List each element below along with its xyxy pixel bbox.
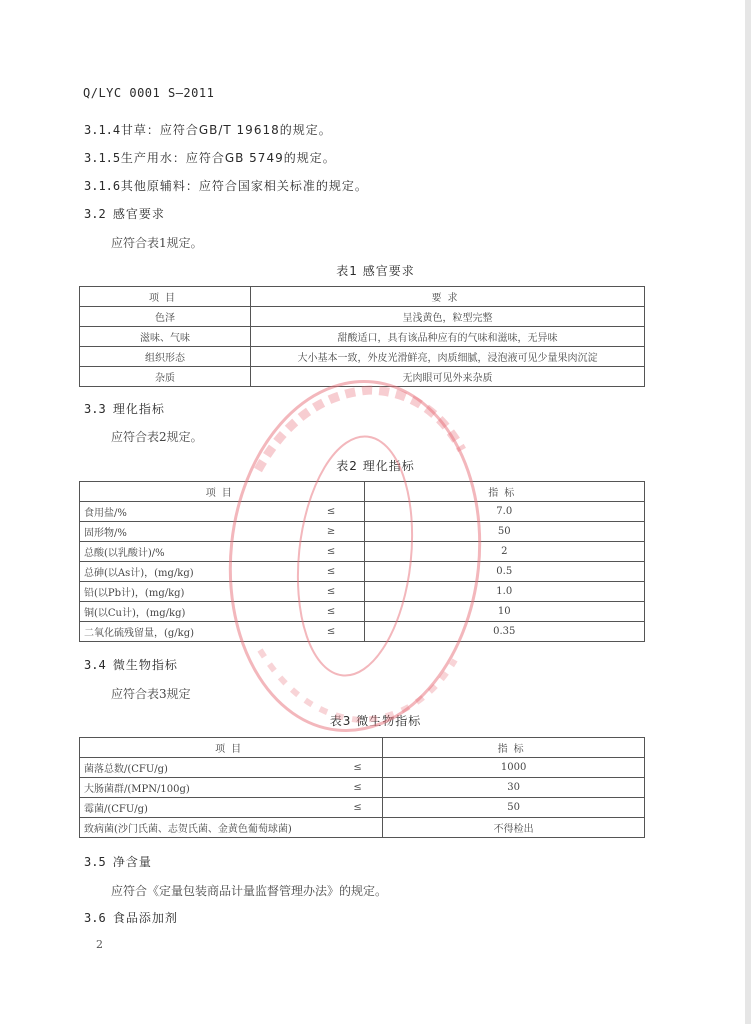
item-cell: 杂质: [80, 367, 251, 387]
table-header-row: [80, 738, 645, 758]
item-cell: 食用盐/%: [80, 502, 299, 522]
value-cell: 1.0: [364, 582, 644, 602]
physicochemical-table: [79, 481, 645, 642]
section-number: 3.6: [84, 911, 106, 925]
section-3-4-heading: [84, 656, 178, 673]
item-cell: 致病菌(沙门氏菌、志贺氏菌、金黄色葡萄球菌): [80, 818, 334, 838]
operator-cell: ≤: [333, 758, 383, 778]
section-number: 3.5: [84, 855, 106, 869]
header-requirement: 要求: [251, 287, 645, 307]
table-row: [80, 818, 645, 838]
clause-number: 3.1.5: [84, 151, 121, 165]
section-title: 食品添加剂: [112, 911, 178, 925]
item-cell: 大肠菌群/(MPN/100g): [80, 778, 334, 798]
operator-cell: ≤: [299, 562, 364, 582]
clause-text: 甘草：应符合GB/T 19618的规定。: [120, 123, 332, 137]
operator-cell: ≤: [333, 778, 383, 798]
section-3-3-heading: [84, 400, 165, 417]
table-row: [80, 367, 645, 387]
table-row: [80, 562, 645, 582]
table-header-row: [80, 287, 645, 307]
item-cell: 滋味、气味: [80, 327, 251, 347]
clause-3-1-5: [84, 149, 336, 166]
requirement-cell: 大小基本一致，外皮光滑鲜亮，肉质细腻，浸泡液可见少量果肉沉淀: [251, 347, 645, 367]
clause-3-1-6: [84, 177, 368, 194]
operator-cell: ≤: [299, 502, 364, 522]
item-cell: 铅(以Pb计)，(mg/kg): [80, 582, 299, 602]
value-cell: 7.0: [364, 502, 644, 522]
section-3-3-body: 应符合表2规定。: [111, 430, 203, 444]
section-title: 微生物指标: [112, 658, 178, 672]
section-title: 净含量: [112, 855, 152, 869]
operator-cell: ≤: [333, 798, 383, 818]
requirement-cell: 无肉眼可见外来杂质: [251, 367, 645, 387]
table-row: [80, 542, 645, 562]
table-header-row: [80, 482, 645, 502]
microbiology-table: [79, 737, 645, 838]
section-title: 理化指标: [112, 402, 165, 416]
table-row: [80, 522, 645, 542]
item-cell: 固形物/%: [80, 522, 299, 542]
scan-edge: [745, 0, 751, 1024]
value-cell: 0.5: [364, 562, 644, 582]
table-3-caption: 表3 微生物指标: [329, 714, 422, 728]
value-cell: 2: [364, 542, 644, 562]
header-item: 项目: [80, 482, 365, 502]
table-row: [80, 582, 645, 602]
section-3-6-heading: [84, 909, 178, 926]
section-3-5-heading: [84, 853, 152, 870]
header-index: 指标: [383, 738, 645, 758]
requirement-cell: 呈浅黄色，粒型完整: [251, 307, 645, 327]
table-row: [80, 758, 645, 778]
section-3-4-body: 应符合表3规定: [111, 687, 191, 701]
item-cell: 色泽: [80, 307, 251, 327]
section-3-2-heading: [84, 205, 165, 222]
standard-code: Q/LYC 0001 S—2011: [83, 86, 215, 100]
clause-number: 3.1.4: [84, 123, 121, 137]
value-cell: 30: [383, 778, 645, 798]
table-1-caption: 表1 感官要求: [336, 264, 415, 278]
item-cell: 二氧化硫残留量，(g/kg): [80, 622, 299, 642]
section-number: 3.4: [84, 658, 106, 672]
sensory-table: [79, 286, 645, 387]
page-number: 2: [96, 938, 103, 951]
value-cell: 10: [364, 602, 644, 622]
header-index: 指标: [364, 482, 644, 502]
table-2-caption: 表2 理化指标: [336, 459, 415, 473]
item-cell: 总砷(以As计)，(mg/kg): [80, 562, 299, 582]
section-number: 3.3: [84, 402, 106, 416]
value-cell: 不得检出: [383, 818, 645, 838]
table-row: [80, 327, 645, 347]
table-row: [80, 798, 645, 818]
section-3-2-body: 应符合表1规定。: [111, 236, 203, 250]
item-cell: 霉菌/(CFU/g): [80, 798, 334, 818]
table-row: [80, 622, 645, 642]
clause-text: 生产用水：应符合GB 5749的规定。: [120, 151, 336, 165]
operator-cell: ≤: [299, 582, 364, 602]
clause-3-1-4: [84, 121, 332, 138]
table-row: [80, 347, 645, 367]
header-item: 项目: [80, 738, 383, 758]
section-3-5-body: 应符合《定量包装商品计量监督管理办法》的规定。: [111, 884, 388, 898]
item-cell: 组织形态: [80, 347, 251, 367]
value-cell: 0.35: [364, 622, 644, 642]
table-row: [80, 778, 645, 798]
operator-cell: ≤: [299, 622, 364, 642]
table-row: [80, 307, 645, 327]
value-cell: 50: [383, 798, 645, 818]
header-item: 项目: [80, 287, 251, 307]
item-cell: 菌落总数/(CFU/g): [80, 758, 334, 778]
requirement-cell: 甜酸适口，具有该品种应有的气味和滋味，无异味: [251, 327, 645, 347]
operator-cell: ≤: [299, 602, 364, 622]
seal-bottom-arc: [260, 650, 455, 720]
section-title: 感官要求: [112, 207, 165, 221]
clause-text: 其他原辅料：应符合国家相关标准的规定。: [120, 179, 368, 193]
operator-cell: ≤: [299, 542, 364, 562]
section-number: 3.2: [84, 207, 106, 221]
item-cell: 铜(以Cu计)，(mg/kg): [80, 602, 299, 622]
value-cell: 50: [364, 522, 644, 542]
operator-cell: ≥: [299, 522, 364, 542]
table-row: [80, 602, 645, 622]
table-row: [80, 502, 645, 522]
value-cell: 1000: [383, 758, 645, 778]
item-cell: 总酸(以乳酸计)/%: [80, 542, 299, 562]
clause-number: 3.1.6: [84, 179, 121, 193]
operator-cell: [333, 818, 383, 838]
